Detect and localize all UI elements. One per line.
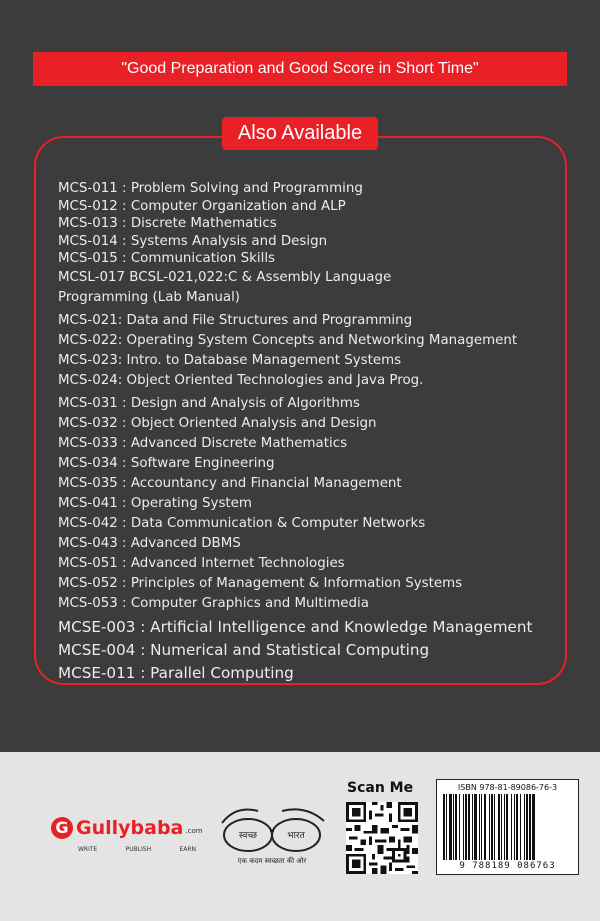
course-group-2 [58, 311, 553, 391]
swachh-caption: एक कदम स्वच्छता की ओर [237, 857, 307, 865]
tagline-word: PUBLISH [125, 846, 152, 853]
course-item: MCS-041 : Operating System [58, 495, 252, 511]
course-item: MCS-043 : Advanced DBMS [58, 535, 241, 551]
course-item: MCS-011 : Problem Solving and Programming [58, 181, 363, 196]
course-group-4 [58, 494, 553, 554]
course-item: MCS-021: Data and File Structures and Programming [58, 312, 413, 328]
barcode-bar [453, 794, 454, 860]
barcode-bar [532, 794, 535, 860]
barcode-bar [481, 794, 482, 860]
tagline-word: WRITE [78, 846, 98, 853]
course-item: MCS-052 : Principles of Management & Information Systems [58, 575, 463, 591]
barcode-bar [491, 794, 493, 860]
barcode-bar [459, 794, 460, 860]
barcode-bar [463, 794, 464, 860]
course-item: MCSE-011 : Parallel Computing [58, 663, 294, 682]
barcode-bar [501, 794, 502, 860]
barcode-bar [494, 794, 495, 860]
barcode-bar [516, 794, 518, 860]
barcode-bar [443, 794, 445, 860]
isbn-label: ISBN 978-81-89086-76-3 [457, 783, 558, 792]
course-group-3 [58, 394, 553, 494]
barcode-bar [446, 794, 447, 860]
course-item: MCS-053 : Computer Graphics and Multimedia [58, 595, 369, 611]
course-item: MCS-015 : Communication Skills [58, 251, 276, 267]
barcode-bar [455, 794, 457, 860]
course-item: MCS-012 : Computer Organization and ALP [58, 198, 346, 214]
course-item: Programming (Lab Manual) [58, 289, 241, 305]
barcode-bar [529, 794, 531, 860]
logo-tagline [78, 846, 196, 853]
course-item: MCS-051 : Advanced Internet Technologies [58, 555, 345, 571]
course-item: MCSE-004 : Numerical and Statistical Computing [58, 640, 430, 659]
course-item: MCS-013 : Discrete Mathematics [58, 216, 277, 232]
barcode-bar [520, 794, 521, 860]
isbn-number: 9 788189 086763 [459, 861, 556, 871]
course-item: MCS-034 : Software Engineering [58, 455, 275, 471]
course-group-6 [58, 616, 553, 685]
barcode-icon [441, 794, 574, 860]
course-item: MCS-032 : Object Oriented Analysis and Design [58, 415, 377, 431]
course-item: MCS-035 : Accountancy and Financial Management [58, 475, 402, 491]
barcode-bar [498, 794, 500, 860]
course-group-5 [58, 554, 553, 614]
tagline-word: EARN [179, 846, 196, 853]
course-item: MCS-031 : Design and Analysis of Algorithms [58, 395, 360, 411]
course-list [58, 180, 553, 685]
course-item: MCSE-003 : Artificial Intelligence and Knowledge Management [58, 617, 533, 636]
gullybaba-logo-icon [51, 815, 203, 841]
also-available-heading: Also Available [222, 117, 378, 150]
tagline-banner: "Good Preparation and Good Score in Short Time" [33, 52, 567, 86]
right-lens-text: भारत [287, 831, 305, 841]
course-item: MCS-042 : Data Communication & Computer Networks [58, 515, 426, 531]
barcode-bar [489, 794, 490, 860]
course-item: MCS-014 : Systems Analysis and Design [58, 233, 328, 249]
logo-initial: G [51, 817, 73, 839]
course-item: MCS-024: Object Oriented Technologies and Java Prog. [58, 372, 424, 388]
course-item: MCS-022: Operating System Concepts and Networking Management [58, 332, 518, 348]
course-item: MCS-033 : Advanced Discrete Mathematics [58, 435, 348, 451]
barcode-bar [504, 794, 505, 860]
isbn-barcode-block [436, 779, 579, 875]
logo-name: Gullybaba [76, 817, 184, 839]
barcode-bar [524, 794, 525, 860]
swachh-bharat-glasses-icon [216, 803, 328, 869]
barcode-bar [449, 794, 452, 860]
course-item: MCS-023: Intro. to Database Management Systems [58, 352, 402, 368]
left-lens-text: स्वच्छ [238, 831, 258, 841]
barcode-bar [472, 794, 473, 860]
barcode-bar [468, 794, 470, 860]
scan-me-label: Scan Me [347, 780, 414, 796]
barcode-bar [514, 794, 515, 860]
qr-code-icon[interactable] [346, 802, 418, 874]
barcode-bar [526, 794, 528, 860]
barcode-bar [511, 794, 512, 860]
course-group-1 [58, 180, 553, 308]
course-item: MCSL-017 BCSL-021,022:C & Assembly Language [58, 269, 392, 285]
barcode-bar [506, 794, 508, 860]
barcode-bar [474, 794, 477, 860]
barcode-bar [465, 794, 467, 860]
logo-suffix: .com [185, 827, 203, 835]
barcode-bar [484, 794, 486, 860]
barcode-bar [479, 794, 480, 860]
